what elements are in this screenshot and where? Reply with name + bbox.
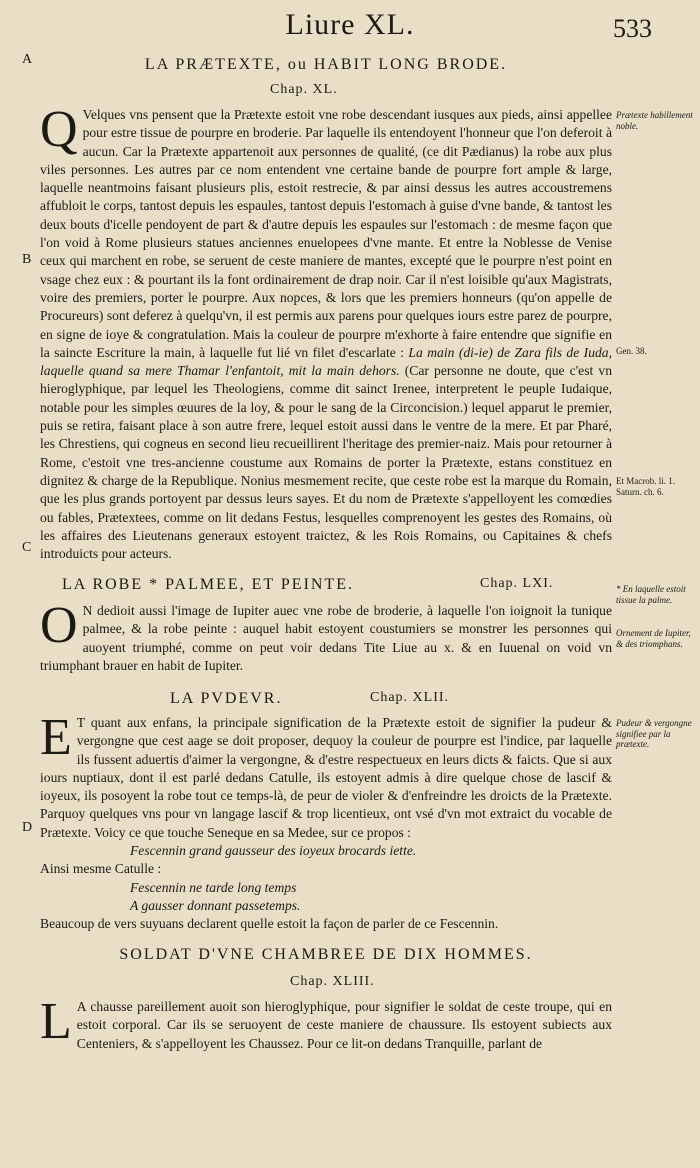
chapter-heading-61: Chap. LXI.	[480, 576, 554, 591]
paragraph-text: A chausse pareillement auoit son hieroglyphique, pour signifier le soldat de ceste troupe, qui en estoit corporal. Car ils se seruoyent de ceste maniere de chaussure. Ils estoyent subiects aux Centeniers, & s'appelloyent les Chaussez. Pour ce lit-on dedans Tranquille, parlant de	[76, 999, 612, 1051]
verse-line: A gausser donnant passetemps.	[130, 897, 301, 913]
chapter-heading-42: Chap. XLII.	[370, 690, 450, 705]
signature-a: A	[22, 52, 33, 67]
drop-cap-q: Q	[40, 101, 78, 158]
section-title-soldat: SOLDAT D'VNE CHAMBREE DE DIX HOMMES.	[119, 946, 533, 963]
marginal-note: Pudeur & vergongne signifiee par la prætexte.	[616, 718, 692, 749]
drop-cap-o: O	[40, 597, 78, 654]
paragraph-palmee	[40, 597, 612, 675]
drop-cap-l: L	[40, 993, 72, 1050]
paragraph-text: T quant aux enfans, la principale signification de la Prætexte estoit de signifier la pudeur & vergongne que cest aage se doit proposer, dequoy la couleur de pourpre est l'indice, par laquelle ils fussent aduertis d'aimer la vergongne, & d'estre respectueux en leurs dicts & faicts. Que si aux iours nuptiaux, dont il est parlé dedans Catulle, ils estoyent admis à dire quelque chose de lascif & ioyeux, ils posoyent la robe tout ce temps-là, de peur de violer & d'enfreindre les droicts de la Prætexte. Parquoy quelques vns pour vn langage lascif & trop licentieux, ont vsé d'vn mot extraict du vocable de Prætexte. Voicy ce que touche Seneque en sa Medee, sur ce propos :	[40, 715, 612, 840]
signature-b: B	[22, 252, 32, 267]
running-title: Liure XL.	[285, 8, 415, 41]
marginal-note: Gen. 38.	[616, 346, 647, 356]
closing-line: Beaucoup de vers suyuans declarent quelle estoit la façon de parler de ce Fescennin.	[40, 916, 499, 932]
signature-c: C	[22, 540, 32, 555]
marginal-note: * En laquelle estoit tissue la palme.	[616, 584, 686, 605]
scripture-quote: La main (di-ie) de Zara fils de Iuda, laquelle quand sa mere Thamar l'enfantoit, mit la main dehors.	[40, 344, 612, 379]
paragraph-praetexte	[40, 101, 612, 563]
marginal-note: Ornement de Iupiter, & des triomphans.	[616, 628, 691, 649]
catulle-intro: Ainsi mesme Catulle :	[40, 861, 162, 877]
marginal-note: Prætexte habillement noble.	[616, 110, 693, 131]
paragraph-soldat	[40, 993, 612, 1053]
page-number: 533	[613, 14, 652, 43]
paragraph-text: Velques vns pensent que la Prætexte estoit vne robe descendant iusques aux pieds, ainsi appellee pour estre tissue de pourpre en broderie. Par laquelle ils entendoyent l'honneur que l'on deferoit à aucun. Car la Prætexte appartenoit aux personnes de qualité, (ce dit Pædianus) la robe aux plus viles personnes. Les autres par ce nom entendent vne certaine bande de pourpre fort ample & large, laquelle neantmoins faisant plusieurs plis, estoit restrecie, & par ainsi dessus les autres accoustremens affubloit le corps, tantost depuis les espaules, tantost depuis l'estomach à guise d'vne bande, & tantost les deux bouts d'icelle pendoyent de part & d'autre depuis les espaules sur l'estomach : de mesme façon que l'on void à Rome plusieurs statues anciennes enuelopees d'vne mante. Et entre la Noblesse de Venise ceux qui marchent en robe, se seruent de ceste maniere de mantes, excepté que le pourpre n'est point en vsage chez eux : & pourtant ils la font ordinairement de drap noir. Car il n'est loisible qu'aux Magistrats, voire des premiers, porter le pourpre. Aux nopces, & lors que les premiers honneurs (qu'on appelle de Procureurs) sont deferez à quelqu'vn, il est permis aux parens pour quelques iours estre parez de pourpre, en signe de ioye & congratulation. Mais la couleur de pourpre m'exhorte à faire entendre que signifie en la saincte Escriture la main, à laquelle fut lié vn filet d'escarlate :	[40, 107, 612, 360]
marginal-note: Et Macrob. li. 1. Saturn. ch. 6.	[616, 476, 675, 497]
chapter-heading-40: Chap. XL.	[270, 82, 338, 97]
verse-line: Fescennin grand gausseur des ioyeux brocards iette.	[130, 843, 417, 859]
paragraph-text: (Car personne ne doute, que c'est vn hieroglyphique, par lequel les Theologiens, comme dit sainct Irenee, interpretent le peuple Iudaique, notable pour les simples œuures de la loy, & pour le sang de la Circoncision.) lequel apparut le premier, puis se retira, faisant place à son autre frere, lequel estoit aussi dans le ventre de la mere. Et par Pharé, les Chrestiens, qui cogneus en second lieu recueillirent l'heritage des premier-naiz. Mais pour retourner à Rome, c'estoit vne tres-ancienne coustume aux Romains de porter la Prætexte, estans constituez en dignitez & charge de la Republique. Nonius mesmement recite, que ceste robe est la marque du Romain, que les plus grands portoyent par dessus leurs sayes. Et du nom de Prætexte s'appelloyent les comœdies ou fables, Prætextees, comme on lit dedans Festus, lesquelles comprenoyent les gestes des Romains, où les affaires des Lieutenans generaux estoyent traictez, & les Rois Romains, ou Capitaines & chefs introduicts pour acteurs.	[40, 363, 612, 562]
verse-line: Fescennin ne tarde long temps	[130, 879, 297, 895]
signature-d: D	[22, 820, 33, 835]
section-title-pudeur: LA PVDEVR.	[170, 690, 283, 707]
chapter-heading-43: Chap. XLIII.	[290, 974, 375, 989]
section-title-palmee: LA ROBE * PALMEE, ET PEINTE.	[62, 576, 355, 593]
drop-cap-e: E	[40, 709, 72, 766]
section-title-praetexte: LA PRÆTEXTE, ou HABIT LONG BRODE.	[144, 56, 508, 73]
paragraph-text: N dedioit aussi l'image de Iupiter auec vne robe de broderie, à laquelle l'on ioignoit la tunique palmee, & la robe peinte : auquel habit estoyent coustumiers se monstrer les personnes qui auoyent triumphé, comme on peut voir dedans Tite Liue au x. & en Iuuenal on void vn triumphant brauer en habit de Iupiter.	[40, 603, 612, 673]
paragraph-pudeur	[40, 709, 612, 934]
